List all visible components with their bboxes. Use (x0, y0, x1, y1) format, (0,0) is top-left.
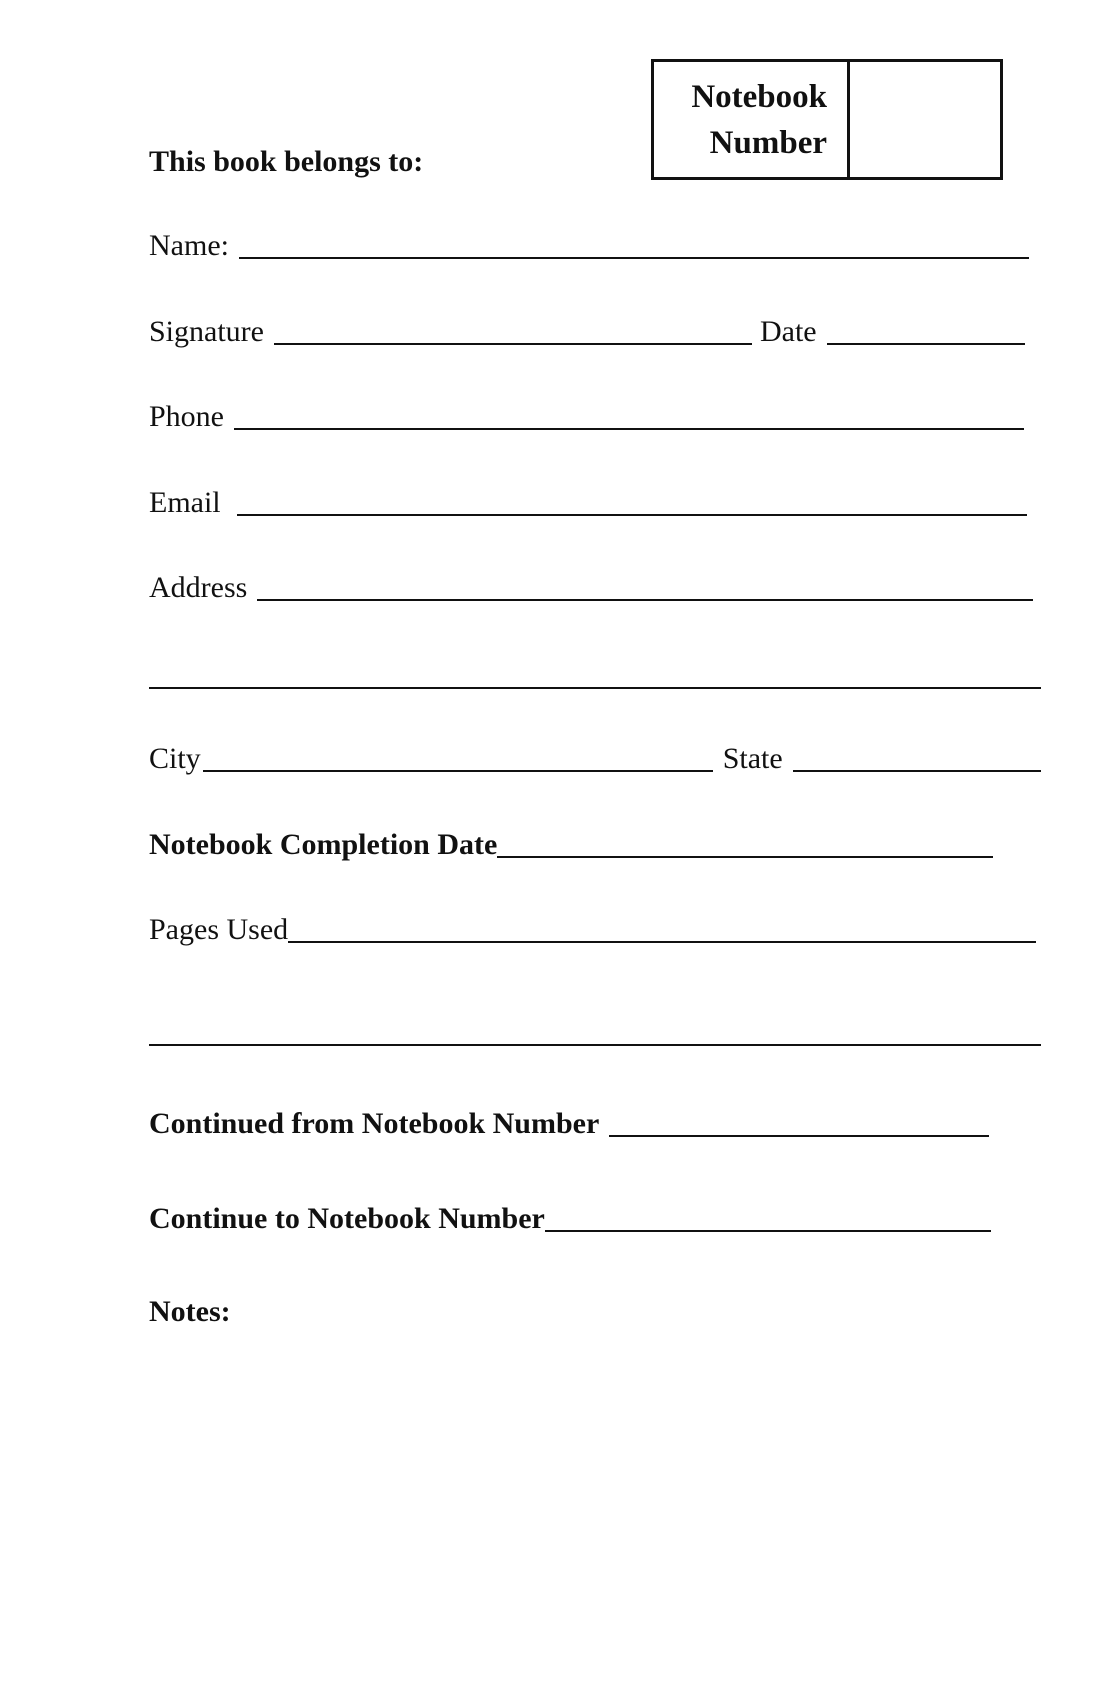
pages-used-row (149, 912, 1036, 948)
belongs-heading: This book belongs to: (149, 145, 424, 178)
notebook-number-label-line1: Notebook (691, 78, 827, 115)
email-row (149, 485, 1027, 521)
signature-field[interactable] (274, 343, 752, 345)
address-row (149, 570, 1033, 606)
city-state-row (149, 741, 1041, 777)
pages-used-field[interactable] (288, 941, 1036, 943)
email-field[interactable] (237, 514, 1027, 516)
continued-from-row (149, 1106, 989, 1142)
address-field-line2[interactable] (149, 687, 1041, 689)
notebook-number-label-line2: Number (709, 124, 827, 161)
state-field[interactable] (793, 770, 1041, 772)
city-field[interactable] (203, 770, 713, 772)
completion-date-field[interactable] (497, 856, 993, 858)
signature-label: Signature (149, 315, 264, 348)
pages-used-field-line2[interactable] (149, 1044, 1041, 1046)
city-label: City (149, 742, 201, 775)
continued-from-field[interactable] (609, 1135, 989, 1137)
phone-row (149, 399, 1024, 435)
phone-field[interactable] (234, 428, 1024, 430)
continue-to-field[interactable] (545, 1230, 991, 1232)
notes-heading: Notes: (149, 1295, 231, 1328)
phone-label: Phone (149, 400, 224, 433)
name-row (149, 228, 1029, 264)
address-field[interactable] (257, 599, 1033, 601)
continue-to-label: Continue to Notebook Number (149, 1202, 545, 1235)
signature-date-row (149, 314, 1025, 350)
name-label: Name: (149, 229, 229, 262)
notebook-number-field[interactable] (850, 62, 1000, 177)
completion-date-label: Notebook Completion Date (149, 828, 498, 861)
notebook-number-box (651, 59, 1003, 180)
continued-from-label: Continued from Notebook Number (149, 1107, 600, 1140)
continue-to-row (149, 1201, 991, 1237)
pages-used-label: Pages Used (149, 913, 289, 946)
date-label: Date (759, 315, 817, 348)
name-field[interactable] (239, 257, 1029, 259)
email-label: Email (149, 486, 221, 519)
completion-date-row (149, 827, 993, 863)
date-field[interactable] (827, 343, 1025, 345)
address-label: Address (149, 571, 248, 604)
state-label: State (722, 742, 783, 775)
notebook-number-label (654, 62, 850, 177)
